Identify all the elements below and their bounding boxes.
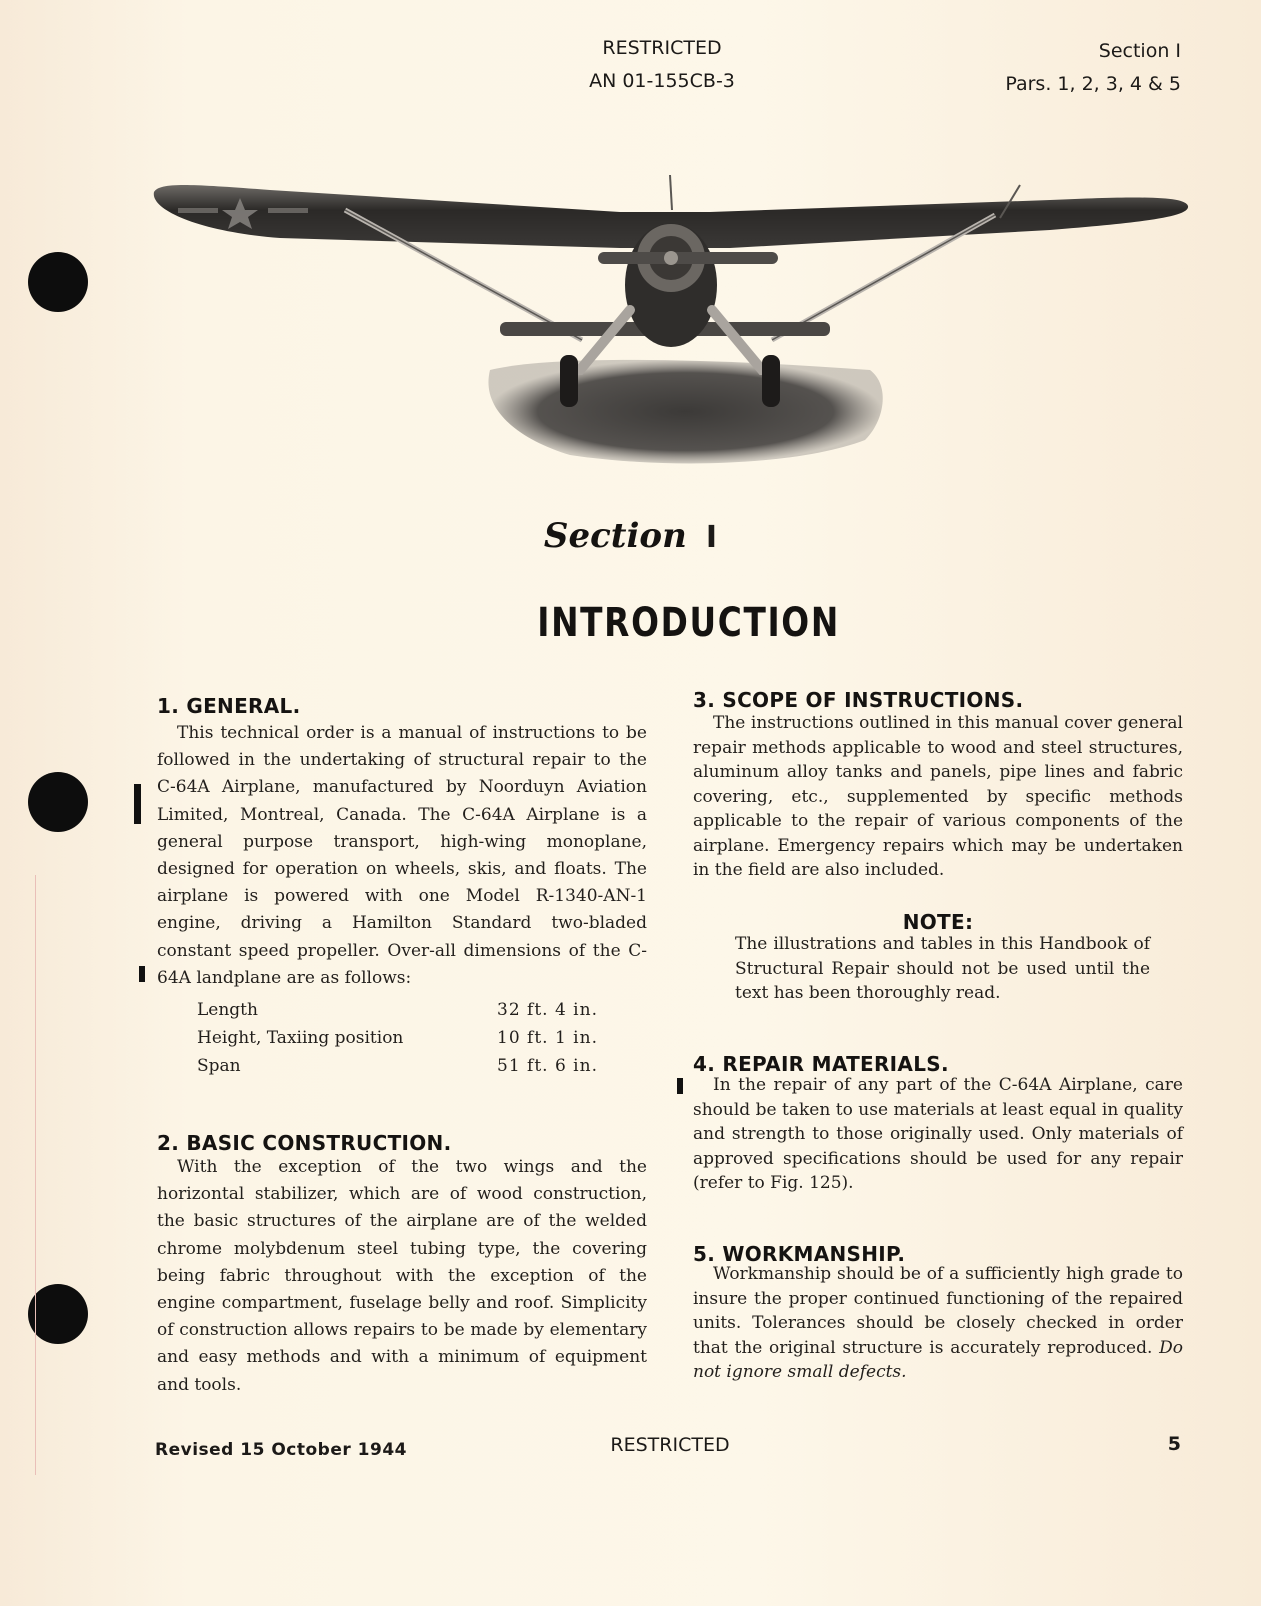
- table-row: [197, 1052, 598, 1080]
- note-heading: NOTE:: [902, 910, 974, 934]
- heading-workmanship: 5. WORKMANSHIP.: [693, 1242, 906, 1266]
- footer-classification: RESTRICTED: [610, 1434, 730, 1456]
- header-paragraphs-ref: Pars. 1, 2, 3, 4 & 5: [1005, 73, 1181, 95]
- left-wheel: [560, 355, 578, 407]
- heading-repair-materials: 4. REPAIR MATERIALS.: [693, 1052, 949, 1076]
- section-title: [0, 516, 1261, 556]
- propeller: [598, 252, 778, 264]
- repair-materials-body: [693, 1073, 1183, 1196]
- dimension-value: 10 ft. 1 in.: [497, 1028, 598, 1048]
- header-section-ref: Section I: [1098, 40, 1181, 62]
- right-wheel: [762, 355, 780, 407]
- binder-hole-top: [28, 252, 88, 312]
- table-row: [197, 996, 598, 1024]
- dimension-label: Span: [197, 1056, 241, 1076]
- dimension-value: 51 ft. 6 in.: [497, 1056, 598, 1076]
- header-classification: RESTRICTED: [602, 37, 722, 59]
- basic-construction-text: With the exception of the two wings and the horizontal stabilizer, which are of wood construction, the basic structures of the airplane are of the welded chrome molybdenum steel tubing type, the covering being fabric throughout with the exception of the engine compartment, fuselage belly and roof. Simplicity of construction allows repairs to be made by elementary and easy methods and with a minimum of equipment and tools.: [157, 1157, 647, 1395]
- heading-scope: 3. SCOPE OF INSTRUCTIONS.: [693, 688, 1024, 712]
- general-body: [157, 720, 647, 992]
- section-number: I: [705, 520, 718, 555]
- main-title-wrap: [0, 600, 1261, 646]
- section-label: Section: [543, 516, 687, 556]
- binder-hole-bottom: [28, 1284, 88, 1344]
- page-number: 5: [1167, 1433, 1181, 1455]
- change-bar: [134, 784, 141, 824]
- binder-hole-middle: [28, 772, 88, 832]
- header-doc-number: AN 01-155CB-3: [589, 70, 735, 92]
- footer-revised: Revised 15 October 1944: [155, 1440, 407, 1460]
- repair-materials-text: In the repair of any part of the C-64A Airplane, care should be taken to use materials at least equal in quality and strength to those originally used. Only materials of approved specifications should be used for any repair (refer to Fig. 125).: [693, 1075, 1183, 1193]
- margin-line: [35, 875, 36, 1475]
- ground-shadow: [488, 360, 882, 464]
- heading-general: 1. GENERAL.: [157, 694, 301, 718]
- workmanship-text: Workmanship should be of a sufficiently high grade to insure the proper continued functioning of the repaired units. Tolerances should be closely checked in order that the original structure is accurately reproduced.: [693, 1264, 1183, 1358]
- change-bar: [139, 966, 145, 982]
- general-body-text: This technical order is a manual of instructions to be followed in the undertaking of structural repair to the C-64A Airplane, manufactured by Noorduyn Aviation Limited, Montreal, Canada. The C-64A Airplane is a general purpose transport, high-wing monoplane, designed for operation on wheels, skis, and floats. The airplane is powered with one Model R-1340-AN-1 engine, driving a Hamilton Standard two-bladed constant speed propeller. Over-all dimensions of the C-64A landplane are as follows:: [157, 723, 647, 988]
- dimension-label: Length: [197, 1000, 258, 1020]
- heading-basic-construction: 2. BASIC CONSTRUCTION.: [157, 1131, 452, 1155]
- workmanship-body: [693, 1262, 1183, 1385]
- main-title: INTRODUCTION: [537, 600, 840, 646]
- scope-body: [693, 711, 1183, 883]
- workmanship-emphasis: Do not ignore small defects.: [693, 1337, 1184, 1382]
- scope-body-text: The instructions outlined in this manual cover general repair methods applicable to wood and steel structures, aluminum alloy tanks and panels, pipe lines and fabric covering, etc., supplemented by specific methods applicable to the repair of various components of the airplane. Emergency repairs which may be undertaken in the field are also included.: [693, 713, 1183, 880]
- dimensions-table: [197, 996, 598, 1080]
- basic-construction-body: [157, 1154, 647, 1399]
- change-bar: [677, 1078, 683, 1094]
- airplane-figure: [150, 170, 1190, 470]
- note-body: The illustrations and tables in this Handbook of Structural Repair should not be used until the text has been thoroughly read.: [735, 934, 1150, 1003]
- table-row: [197, 1024, 598, 1052]
- dimension-value: 32 ft. 4 in.: [497, 1000, 598, 1020]
- airplane-photo-icon: [150, 170, 1190, 470]
- dimension-label: Height, Taxiing position: [197, 1028, 404, 1048]
